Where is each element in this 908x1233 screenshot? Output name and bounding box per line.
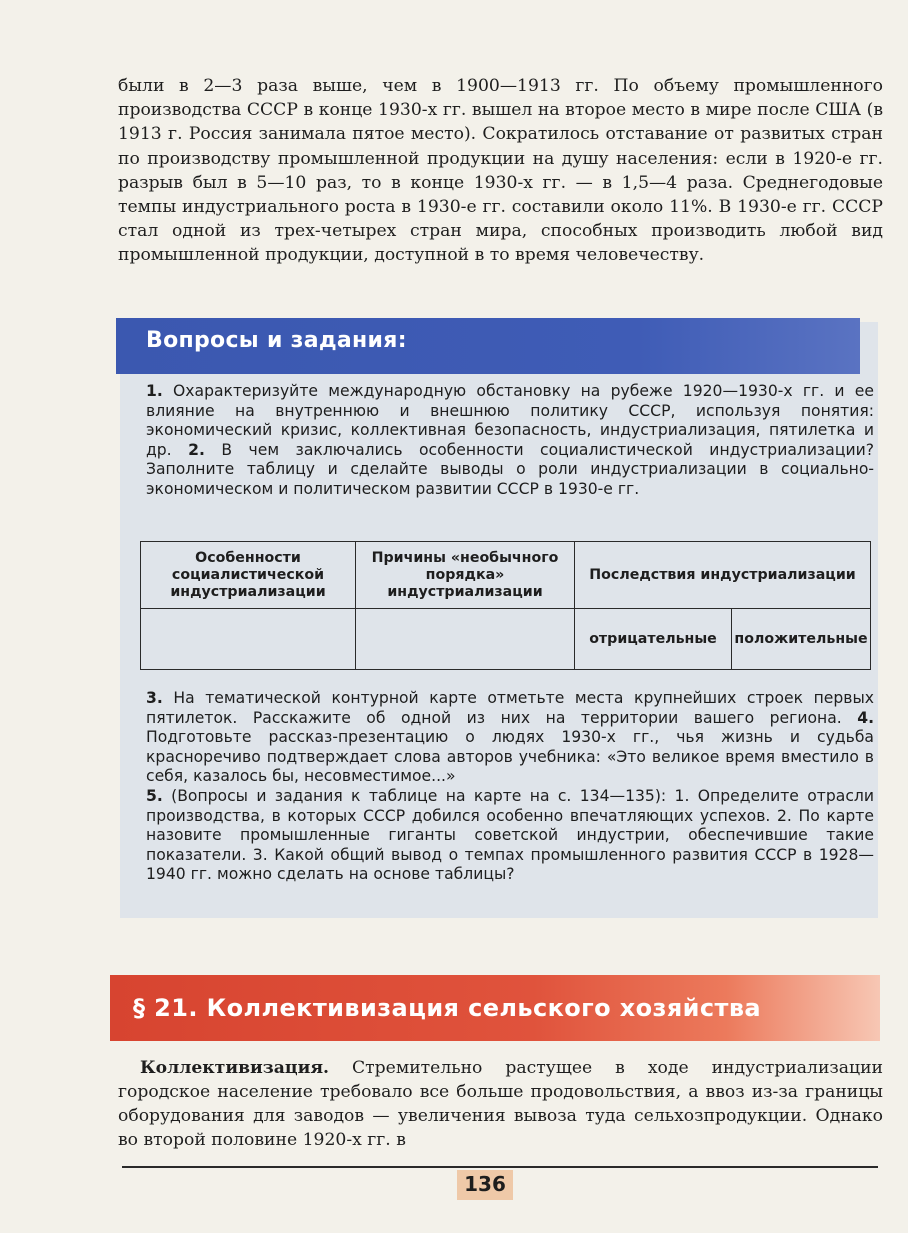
q4-text: Подготовьте рассказ-презентацию о людях 1930-х гг., чья жизнь и судьба красноречиво подтверждает слова авторов учебника: «Это великое время вместило в себя, казалось бы, несовместимое...» bbox=[146, 728, 874, 786]
questions-title: Вопросы и задания: bbox=[146, 328, 407, 353]
q5-number: 5. bbox=[146, 786, 163, 805]
section-body-text: Стремительно растущее в ходе индустриализации городское население требовало все больше продовольствия, а ввоз из-за границы оборудования для заводов — увеличения вывоза туда сельхозпродукции. Однако во второй половине 1920-х гг. в bbox=[118, 1058, 883, 1150]
section-lead-term: Коллективизация. bbox=[140, 1058, 330, 1078]
industrialization-table bbox=[140, 541, 871, 670]
q2-text: В чем заключались особенности социалистической индустриализации? Заполните таблицу и сделайте выводы о роли индустриализации в социально-экономическом и политическом развитии СССР в 1930-е гг. bbox=[146, 440, 875, 498]
footer-divider bbox=[122, 1166, 878, 1168]
q3-text: На тематической контурной карте отметьте места крупнейших строек первых пятилеток. Расскажите об одной из них на территории вашего региона. bbox=[146, 689, 874, 727]
q2-number: 2. bbox=[188, 440, 205, 459]
table-header-consequences-label: Последствия индустриализации bbox=[589, 566, 856, 583]
q3-number: 3. bbox=[146, 689, 163, 707]
q5-text: (Вопросы и задания к таблице на карте на с. 134—135): 1. Определите отрасли производства, в которых СССР добился особенно впечатляющих успехов. 2. По карте назовите промышленные гиганты советской индустрии, обеспечившие такие показатели. 3. Какой общий вывод о темпах промышленного развития СССР в 1928—1940 гг. можно сделать на основе таблицы? bbox=[146, 786, 874, 884]
questions-3-5 bbox=[146, 689, 874, 885]
table-subheader-positive-label: положительные bbox=[734, 630, 868, 647]
table-header-causes-label: Причины «необычного порядка» индустриализации bbox=[371, 549, 559, 600]
table-subheader-positive bbox=[732, 609, 871, 670]
table-cell-empty-features bbox=[141, 609, 356, 670]
section-title: § 21. Коллективизация сельского хозяйства bbox=[133, 994, 762, 1022]
table-cell-empty-causes bbox=[356, 609, 575, 670]
table-subheader-negative-label: отрицательные bbox=[589, 630, 717, 647]
table-header-consequences bbox=[575, 542, 871, 609]
questions-1-2 bbox=[146, 382, 874, 500]
q1-number: 1. bbox=[146, 382, 163, 400]
q1-text: Охарактеризуйте международную обстановку на рубеже 1920—1930-х гг. и ее влияние на внутреннюю и внешнюю политику СССР, используя понятия: экономический кризис, коллективная безопасность, индустриализация, пятилетка и др. bbox=[146, 382, 874, 459]
page-number: 136 bbox=[464, 1172, 506, 1196]
table-header-features bbox=[141, 542, 356, 609]
table-header-features-label: Особенности социалистической индустриализации bbox=[170, 549, 326, 600]
table-subheader-negative bbox=[575, 609, 732, 670]
intro-paragraph: были в 2—3 раза выше, чем в 1900—1913 гг. По объему промышленного производства СССР в конце 1930-х гг. вышел на второе место в мире после США (в 1913 г. Россия занимала пятое место). Сократилось отставание от развитых стран по производству промышленной продукции на душу населения: если в 1920-е гг. разрыв был в 5—10 раз, то в конце 1930-х гг. — в 1,5—4 раза. Среднегодовые темпы индустриального роста в 1930-е гг. составили около 11%. В 1930-е гг. СССР стал одной из трех-четырех стран мира, способных производить любой вид промышленной продукции, доступной в то время человечеству. bbox=[118, 76, 883, 266]
q4-number: 4. bbox=[857, 708, 874, 727]
section-body-paragraph bbox=[118, 1056, 883, 1152]
table-header-causes bbox=[356, 542, 575, 609]
